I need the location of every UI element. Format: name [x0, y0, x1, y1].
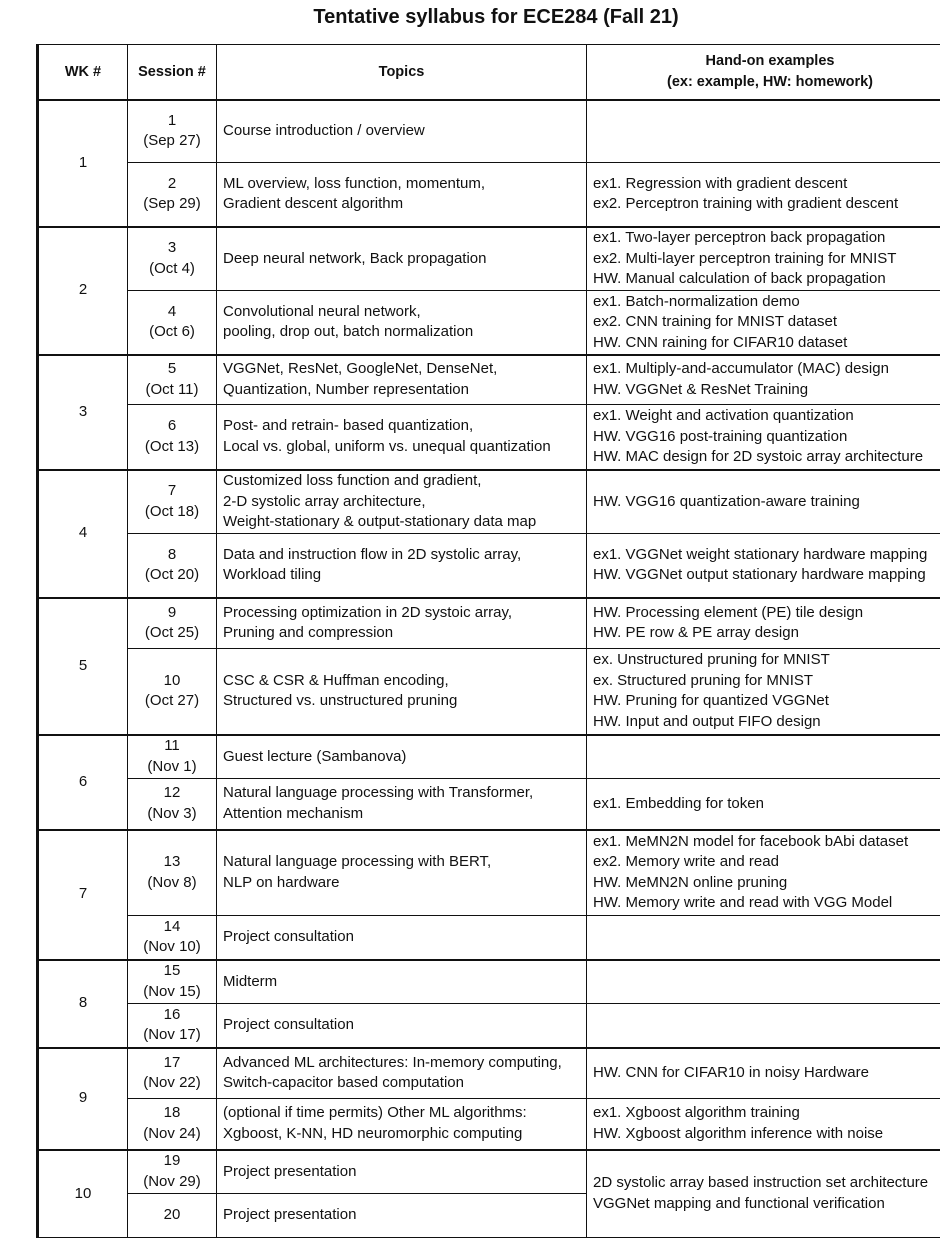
topic-line: Project presentation — [223, 1205, 580, 1226]
session-number: 2 — [134, 174, 210, 195]
example-line: HW. VGG16 post-training quantization — [593, 427, 940, 448]
topic-line: Midterm — [223, 972, 580, 993]
examples-cell — [587, 1004, 940, 1048]
session-date: (Oct 18) — [134, 502, 210, 523]
examples-cell — [587, 779, 940, 830]
session-number: 6 — [134, 416, 210, 437]
session-date: (Nov 8) — [134, 873, 210, 894]
session-date: (Nov 22) — [134, 1073, 210, 1094]
table-row — [38, 1150, 940, 1194]
topics-cell — [217, 598, 587, 649]
session-date: (Nov 3) — [134, 804, 210, 825]
example-line: HW. Xgboost algorithm inference with noise — [593, 1124, 940, 1145]
syllabus-table — [36, 44, 940, 1238]
week-number: 5 — [38, 598, 128, 735]
examples-cell — [587, 163, 940, 227]
table-row — [38, 291, 940, 355]
example-line: ex. Unstructured pruning for MNIST — [593, 650, 940, 671]
examples-cell — [587, 598, 940, 649]
topic-line: Natural language processing with Transformer, — [223, 783, 580, 804]
example-line: HW. Pruning for quantized VGGNet — [593, 691, 940, 712]
week-number: 3 — [38, 355, 128, 470]
topics-cell — [217, 1099, 587, 1150]
topics-cell — [217, 735, 587, 779]
session-date: (Nov 1) — [134, 757, 210, 778]
header-wk: WK # — [38, 45, 128, 100]
examples-cell — [587, 830, 940, 916]
topic-line: (optional if time permits) Other ML algorithms: — [223, 1103, 580, 1124]
topics-cell — [217, 1194, 587, 1238]
example-line: HW. VGG16 quantization-aware training — [593, 492, 940, 513]
topic-line: Data and instruction flow in 2D systolic array, — [223, 545, 580, 566]
session-number: 19 — [134, 1151, 210, 1172]
example-line: HW. MeMN2N online pruning — [593, 873, 940, 894]
table-row — [38, 1048, 940, 1099]
example-line: HW. Manual calculation of back propagation — [593, 269, 940, 290]
topics-cell — [217, 779, 587, 830]
example-line: 2D systolic array based instruction set architecture — [593, 1173, 940, 1194]
session-cell — [128, 100, 217, 163]
header-examples — [587, 45, 940, 100]
session-cell — [128, 1004, 217, 1048]
topic-line: Guest lecture (Sambanova) — [223, 747, 580, 768]
example-line: ex1. Regression with gradient descent — [593, 174, 940, 195]
topic-line: Processing optimization in 2D systoic array, — [223, 603, 580, 624]
session-date: (Oct 6) — [134, 322, 210, 343]
session-number: 9 — [134, 603, 210, 624]
session-number: 4 — [134, 302, 210, 323]
example-line: ex2. CNN training for MNIST dataset — [593, 312, 940, 333]
examples-cell — [587, 100, 940, 163]
topic-line: Customized loss function and gradient, — [223, 471, 580, 492]
topic-line: Project presentation — [223, 1162, 580, 1183]
session-number: 13 — [134, 852, 210, 873]
session-date: (Oct 4) — [134, 259, 210, 280]
session-date: (Nov 29) — [134, 1172, 210, 1193]
topic-line: Weight-stationary & output-stationary data map — [223, 512, 580, 533]
examples-cell — [587, 405, 940, 470]
topic-line: pooling, drop out, batch normalization — [223, 322, 580, 343]
topics-cell — [217, 830, 587, 916]
topic-line: VGGNet, ResNet, GoogleNet, DenseNet, — [223, 359, 580, 380]
table-row — [38, 960, 940, 1004]
example-line: HW. Input and output FIFO design — [593, 712, 940, 733]
topics-cell — [217, 405, 587, 470]
session-number: 16 — [134, 1005, 210, 1026]
example-line: HW. CNN for CIFAR10 in noisy Hardware — [593, 1063, 940, 1084]
session-number: 7 — [134, 481, 210, 502]
session-cell — [128, 405, 217, 470]
session-date: (Sep 29) — [134, 194, 210, 215]
example-line: ex2. Multi-layer perceptron training for MNIST — [593, 249, 940, 270]
week-number: 8 — [38, 960, 128, 1048]
session-cell — [128, 649, 217, 735]
session-date: (Oct 13) — [134, 437, 210, 458]
session-number: 1 — [134, 111, 210, 132]
examples-cell — [587, 1048, 940, 1099]
topics-cell — [217, 1150, 587, 1194]
examples-cell — [587, 355, 940, 405]
example-line: ex2. Perceptron training with gradient descent — [593, 194, 940, 215]
topic-line: Natural language processing with BERT, — [223, 852, 580, 873]
session-cell — [128, 1194, 217, 1238]
topics-cell — [217, 649, 587, 735]
topic-line: Project consultation — [223, 927, 580, 948]
session-number: 8 — [134, 545, 210, 566]
session-number: 5 — [134, 359, 210, 380]
session-number: 10 — [134, 671, 210, 692]
example-line: ex. Structured pruning for MNIST — [593, 671, 940, 692]
week-number: 4 — [38, 470, 128, 598]
table-row — [38, 830, 940, 916]
example-line: VGGNet mapping and functional verification — [593, 1194, 940, 1215]
table-row — [38, 779, 940, 830]
examples-cell — [587, 916, 940, 960]
header-row — [38, 45, 940, 100]
session-cell — [128, 1048, 217, 1099]
topic-line: Deep neural network, Back propagation — [223, 249, 580, 270]
examples-cell — [587, 470, 940, 534]
session-cell — [128, 470, 217, 534]
example-line: ex2. Memory write and read — [593, 852, 940, 873]
example-line: HW. CNN raining for CIFAR10 dataset — [593, 333, 940, 354]
session-date: (Oct 20) — [134, 565, 210, 586]
session-number: 20 — [134, 1205, 210, 1226]
example-line: ex1. Xgboost algorithm training — [593, 1103, 940, 1124]
session-number: 17 — [134, 1053, 210, 1074]
header-session: Session # — [128, 45, 217, 100]
session-cell — [128, 1099, 217, 1150]
session-number: 3 — [134, 238, 210, 259]
header-topics: Topics — [217, 45, 587, 100]
week-number: 2 — [38, 227, 128, 355]
topic-line: Switch-capacitor based computation — [223, 1073, 580, 1094]
table-row — [38, 916, 940, 960]
example-line: HW. Processing element (PE) tile design — [593, 603, 940, 624]
example-line: ex1. Weight and activation quantization — [593, 406, 940, 427]
session-number: 11 — [134, 736, 210, 757]
example-line: ex1. Batch-normalization demo — [593, 292, 940, 313]
session-cell — [128, 598, 217, 649]
session-date: (Nov 17) — [134, 1025, 210, 1046]
example-line: ex1. Embedding for token — [593, 794, 940, 815]
example-line: ex1. Multiply-and-accumulator (MAC) design — [593, 359, 940, 380]
table-row — [38, 355, 940, 405]
week-number: 1 — [38, 100, 128, 227]
session-number: 14 — [134, 917, 210, 938]
session-number: 12 — [134, 783, 210, 804]
week-number: 6 — [38, 735, 128, 830]
session-cell — [128, 735, 217, 779]
examples-cell — [587, 291, 940, 355]
examples-cell — [587, 227, 940, 291]
topics-cell — [217, 355, 587, 405]
session-cell — [128, 534, 217, 598]
session-date: (Oct 25) — [134, 623, 210, 644]
topic-line: Local vs. global, uniform vs. unequal quantization — [223, 437, 580, 458]
examples-cell — [587, 960, 940, 1004]
example-line: HW. PE row & PE array design — [593, 623, 940, 644]
week-number: 7 — [38, 830, 128, 960]
topic-line: Post- and retrain- based quantization, — [223, 416, 580, 437]
topics-cell — [217, 470, 587, 534]
session-date: (Oct 11) — [134, 380, 210, 401]
table-row — [38, 1099, 940, 1150]
examples-cell — [587, 649, 940, 735]
topics-cell — [217, 291, 587, 355]
table-row — [38, 227, 940, 291]
topics-cell — [217, 1004, 587, 1048]
topics-cell — [217, 960, 587, 1004]
table-row — [38, 163, 940, 227]
topic-line: Course introduction / overview — [223, 121, 580, 142]
topics-cell — [217, 534, 587, 598]
table-row — [38, 735, 940, 779]
week-number: 9 — [38, 1048, 128, 1150]
session-cell — [128, 1150, 217, 1194]
table-row — [38, 598, 940, 649]
topic-line: Quantization, Number representation — [223, 380, 580, 401]
session-cell — [128, 830, 217, 916]
page-title: Tentative syllabus for ECE284 (Fall 21) — [0, 6, 940, 29]
session-cell — [128, 163, 217, 227]
session-cell — [128, 916, 217, 960]
topics-cell — [217, 227, 587, 291]
session-cell — [128, 779, 217, 830]
week-number: 10 — [38, 1150, 128, 1238]
header-examples-line2: (ex: example, HW: homework) — [593, 72, 940, 93]
examples-cell — [587, 534, 940, 598]
topic-line: Structured vs. unstructured pruning — [223, 691, 580, 712]
topic-line: Advanced ML architectures: In-memory computing, — [223, 1053, 580, 1074]
topic-line: Workload tiling — [223, 565, 580, 586]
topic-line: Convolutional neural network, — [223, 302, 580, 323]
topic-line: CSC & CSR & Huffman encoding, — [223, 671, 580, 692]
session-date: (Sep 27) — [134, 131, 210, 152]
examples-cell — [587, 735, 940, 779]
example-line: ex1. MeMN2N model for facebook bAbi dataset — [593, 832, 940, 853]
topics-cell — [217, 163, 587, 227]
example-line: HW. VGGNet output stationary hardware mapping — [593, 565, 940, 586]
table-row — [38, 534, 940, 598]
topic-line: Pruning and compression — [223, 623, 580, 644]
table-row — [38, 1004, 940, 1048]
example-line: HW. VGGNet & ResNet Training — [593, 380, 940, 401]
example-line: HW. MAC design for 2D systoic array architecture — [593, 447, 940, 468]
topic-line: Gradient descent algorithm — [223, 194, 580, 215]
topic-line: 2-D systolic array architecture, — [223, 492, 580, 513]
topic-line: Project consultation — [223, 1015, 580, 1036]
table-row — [38, 470, 940, 534]
examples-cell — [587, 1099, 940, 1150]
topic-line: NLP on hardware — [223, 873, 580, 894]
example-line: ex1. Two-layer perceptron back propagation — [593, 228, 940, 249]
topics-cell — [217, 100, 587, 163]
table-row — [38, 100, 940, 163]
session-cell — [128, 355, 217, 405]
header-examples-line1: Hand-on examples — [593, 51, 940, 72]
table-row — [38, 405, 940, 470]
session-number: 15 — [134, 961, 210, 982]
topics-cell — [217, 1048, 587, 1099]
topic-line: Attention mechanism — [223, 804, 580, 825]
session-date: (Nov 15) — [134, 982, 210, 1003]
examples-cell — [587, 1150, 940, 1238]
topics-cell — [217, 916, 587, 960]
table-row — [38, 649, 940, 735]
session-date: (Oct 27) — [134, 691, 210, 712]
example-line: ex1. VGGNet weight stationary hardware mapping — [593, 545, 940, 566]
session-cell — [128, 960, 217, 1004]
session-number: 18 — [134, 1103, 210, 1124]
session-cell — [128, 227, 217, 291]
session-date: (Nov 10) — [134, 937, 210, 958]
example-line: HW. Memory write and read with VGG Model — [593, 893, 940, 914]
session-cell — [128, 291, 217, 355]
topic-line: ML overview, loss function, momentum, — [223, 174, 580, 195]
topic-line: Xgboost, K-NN, HD neuromorphic computing — [223, 1124, 580, 1145]
session-date: (Nov 24) — [134, 1124, 210, 1145]
